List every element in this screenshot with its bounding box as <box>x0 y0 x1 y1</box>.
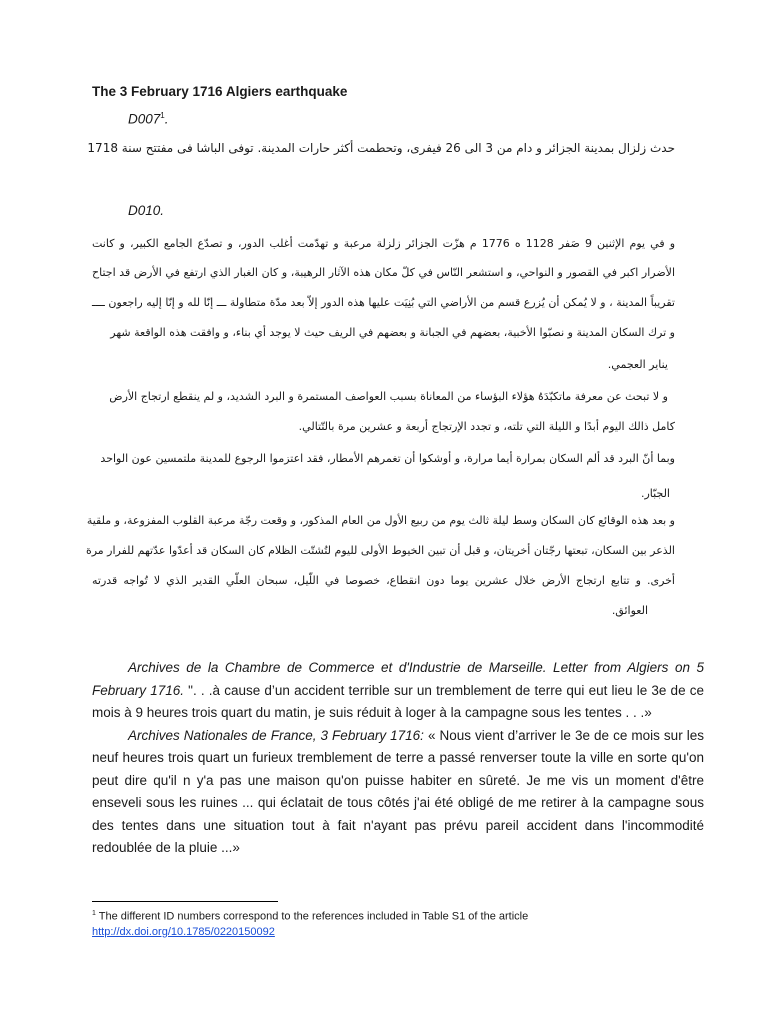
arabic-line: الذعر بين السكان، تبعتها رجّتان أخريتان، و قبل أن تبين الخيوط الأولى لليوم لتُشتّت الظلام كان السكان قد أعدّوا عدّتهم للفرار مرة <box>85 544 675 557</box>
arabic-line: و ترك السكان المدينة و نصبّوا الأخبية، بعضهم في الجبانة و بعضهم في الريف حيث لا يوجد أي بناء، و وافقت هذه الواقعة شهر <box>110 326 675 339</box>
entry-code-d007 <box>128 111 169 127</box>
footnote-mark: 1 <box>160 111 165 120</box>
french-excerpts <box>92 657 704 860</box>
arabic-line: تقريباً المدينة ، و لا يُمكن أن يُزرع قسم من الأراضي التي بُنِيَت عليها هذه الدور إلاّ بعد مدّة متطاولة ـــ إنّا لله و إنّا إليه راجعون ــــ <box>92 296 675 309</box>
arabic-line: و بعد هذه الوقائع كان السكان وسط ليلة ثالث يوم من ربيع الأول من العام المذكور، و وقعت رجّة مرعبة القلوب المفزوعة، و ملقية <box>86 514 675 527</box>
excerpt-text: ". . .à cause d’un accident terrible sur un tremblement de terre qui eut lieu le 3e de ce mois à 9 heures trois quart du matin, je suis réduit à loger à la campagne sous les tentes . . .» <box>92 682 705 720</box>
footnote <box>92 906 528 940</box>
arabic-line: الجبّار. <box>641 487 670 500</box>
excerpt-source: Archives de la Chambre de Commerce et d'Industrie de Marseille. Letter from Algiers on 5 February 1716. <box>92 660 704 698</box>
arabic-line: يناير العجمي. <box>607 358 668 371</box>
entry-code-d010: D010. <box>128 203 165 218</box>
document-title: The 3 February 1716 Algiers earthquake <box>92 84 348 99</box>
excerpt-marseille <box>92 657 704 725</box>
arabic-line: و في يوم الإثنين 9 صَفر 1128 ه 1776 م هزّت الجزائر زلزلة مرعبة و تهدّمت أغلب الدور، و تصدّع الجامع الكبير، و كانت <box>92 237 676 250</box>
excerpt-source: Archives Nationales de France, 3 February 1716: <box>128 727 424 743</box>
arabic-line: وبما أنّ البرد قد ألم السكان بمرارة أيما مرارة، و أوشكوا أن تغمرهم الأمطار، فقد اعتزموا الرجوع للمدينة ملتمسين عون الواحد <box>100 452 675 465</box>
d007-code: D007 <box>128 111 161 127</box>
footnote-divider <box>92 901 278 902</box>
excerpt-text: « Nous vient d’arriver le 3e de ce mois sur les neuf heures trois quart un furieux tremblement de terre a passé renverser toute la ville en sorte qu'on peut dire qu'il n y'a pas une maison qu'on puisse habiter en sûreté. Je me vis un moment d'être enseveli sous les ruines ... qui éclatait de tous côtés j'ai été obligé de me retirer à la campagne sous des tentes dans une situation tout à fait n'ayant pas prévu pareil accident dans l'incommodité redoublée de la pluie ...» <box>92 727 704 855</box>
d007-period: . <box>164 111 169 127</box>
arabic-line: العوائق. <box>611 604 648 617</box>
arabic-line: كامل ذالك اليوم أبدًا و الليلة التي تلته، و تجدد الإرتجاج أربعة و عشرين مرة بالتّتالي. <box>298 420 675 433</box>
footnote-number: 1 <box>92 910 96 917</box>
d007-arabic-text: حدث زلزال بمدينة الجزائر و دام من 3 الى 26 فيفرى، وتحطمت أكثر حارات المدينة. توفى الباشا فى مفتتح سنة 1718 <box>87 141 675 155</box>
doi-link[interactable]: http://dx.doi.org/10.1785/0220150092 <box>92 925 275 938</box>
arabic-line: أخرى. و تتابع ارتجاج الأرض خلال عشرين يوما دون انقطاع، خصوصا في اللّيل، سبحان العلّي القدير الذي لا تُواجه قدرته <box>92 574 675 587</box>
excerpt-archives-nationales <box>92 725 704 860</box>
arabic-line: الأضرار اكبر في القصور و النواحي، و استشعر النّاس في كلّ مكان هذه الآثار الرهيبة، و كان الغبار الذي ارتفع في الأرض قد اجتاح <box>92 266 675 279</box>
footnote-text: The different ID numbers correspond to the references included in Table S1 of the article <box>95 910 529 923</box>
arabic-line: و لا تبحث عن معرفة ماتكبّدَهُ هؤلاء البؤساء من المعاناة بسبب العواصف المستمرة و البرد الشديد، و لم ينقطع ارتجاج الأرض <box>109 390 668 403</box>
